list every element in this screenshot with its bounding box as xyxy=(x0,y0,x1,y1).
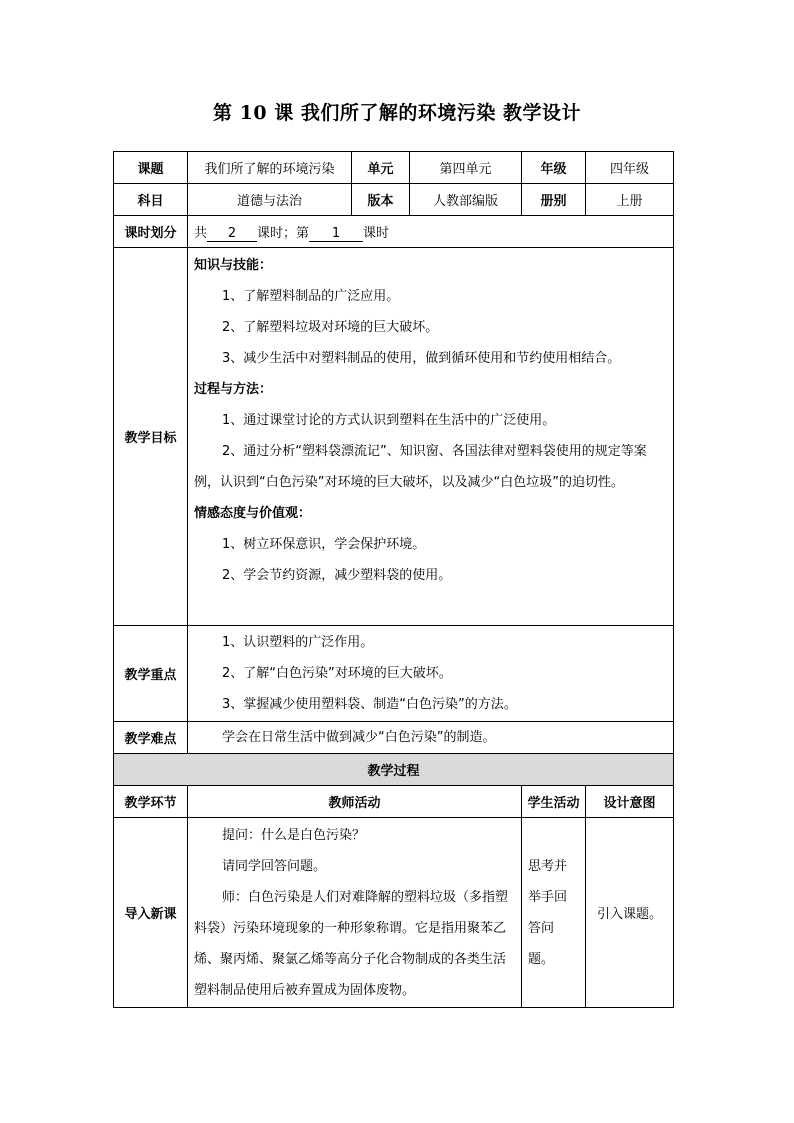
hours-suffix: 课时 xyxy=(363,225,390,241)
hours-row xyxy=(114,216,674,248)
unit-label: 单元 xyxy=(352,152,410,184)
key-point-item: 3、掌握减少使用塑料袋、制造“白色污染”的方法。 xyxy=(222,697,517,712)
unit-value: 第四单元 xyxy=(410,152,522,184)
intent-text: 引入课题。 xyxy=(596,907,662,922)
subject-value: 道德与法治 xyxy=(188,184,352,216)
key-point-item: 1、认识塑料的广泛作用。 xyxy=(222,635,374,650)
info-row-1 xyxy=(114,152,674,184)
intent-cell xyxy=(586,818,674,1008)
objective-item: 3、减少生活中对塑料制品的使用，做到循环使用和节约使用相结合。 xyxy=(222,351,621,366)
hours-value xyxy=(188,216,674,248)
edition-label: 版本 xyxy=(352,184,410,216)
objective-heading-process: 过程与方法： xyxy=(194,382,273,397)
student-activity-text: 思考并举手回答问题。 xyxy=(528,858,568,967)
hours-prefix: 共 xyxy=(194,225,208,241)
key-points-label: 教学重点 xyxy=(114,626,188,722)
col-intent-header: 设计意图 xyxy=(586,786,674,818)
process-header-row xyxy=(114,786,674,818)
process-title: 教学过程 xyxy=(114,754,674,786)
grade-label: 年级 xyxy=(522,152,586,184)
teacher-activity-line: 提问：什么是白色污染？ xyxy=(222,828,366,843)
teacher-activity-paragraph: 师：白色污染是人们对难降解的塑料垃圾（多指塑料袋）污染环境现象的一种形象称谓。它是指用聚苯乙烯、聚丙烯、聚氯乙烯等高分子化合物制成的各类生活塑料制品使用后被弃置成为固体废物。 xyxy=(194,890,509,998)
document-title: 第 10 课 我们所了解的环境污染 教学设计 xyxy=(213,102,581,124)
objective-heading-knowledge: 知识与技能： xyxy=(194,258,273,273)
difficulty-label: 教学难点 xyxy=(114,722,188,754)
hours-label: 课时划分 xyxy=(114,216,188,248)
process-title-row xyxy=(114,754,674,786)
objectives-content xyxy=(188,248,674,626)
col-student-header: 学生活动 xyxy=(522,786,586,818)
hours-total: 2 xyxy=(207,227,257,242)
col-teacher-header: 教师活动 xyxy=(188,786,522,818)
objective-heading-attitude: 情感态度与价值观： xyxy=(194,506,312,521)
volume-label: 册别 xyxy=(522,184,586,216)
volume-value: 上册 xyxy=(586,184,674,216)
difficulty-row xyxy=(114,722,674,754)
stage-cell: 导入新课 xyxy=(114,818,188,1008)
objective-item: 1、通过课堂讨论的方式认识到塑料在生活中的广泛使用。 xyxy=(222,413,556,428)
difficulty-content xyxy=(188,722,674,754)
grade-value: 四年级 xyxy=(586,152,674,184)
key-point-item: 2、了解“白色污染”对环境的巨大破坏。 xyxy=(222,666,452,681)
objective-item: 1、树立环保意识，学会保护环境。 xyxy=(222,537,426,552)
teacher-activity-line: 请同学回答问题。 xyxy=(222,859,327,874)
key-points-content xyxy=(188,626,674,722)
edition-value: 人教部编版 xyxy=(410,184,522,216)
teacher-activity-cell xyxy=(188,818,522,1008)
lesson-label: 课题 xyxy=(114,152,188,184)
objective-item: 2、通过分析“塑料袋漂流记”、知识窗、各国法律对塑料袋使用的规定等案例，认识到“白色污染”对环境的巨大破坏，以及减少“白色垃圾”的迫切性。 xyxy=(194,444,647,490)
student-activity-cell xyxy=(522,818,586,1008)
process-row-intro xyxy=(114,818,674,1008)
objectives-row xyxy=(114,248,674,626)
objectives-label: 教学目标 xyxy=(114,248,188,626)
hours-current: 1 xyxy=(309,227,363,242)
objective-item: 1、了解塑料制品的广泛应用。 xyxy=(222,289,400,304)
difficulty-text: 学会在日常生活中做到减少“白色污染”的制造。 xyxy=(222,730,496,745)
col-stage-header: 教学环节 xyxy=(114,786,188,818)
hours-middle: 课时；第 xyxy=(257,225,310,241)
info-row-2 xyxy=(114,184,674,216)
subject-label: 科目 xyxy=(114,184,188,216)
lesson-value: 我们所了解的环境污染 xyxy=(188,152,352,184)
objective-item: 2、学会节约资源，减少塑料袋的使用。 xyxy=(222,568,452,583)
lesson-plan-table xyxy=(113,151,674,1008)
key-points-row xyxy=(114,626,674,722)
objective-item: 2、了解塑料垃圾对环境的巨大破坏。 xyxy=(222,320,439,335)
